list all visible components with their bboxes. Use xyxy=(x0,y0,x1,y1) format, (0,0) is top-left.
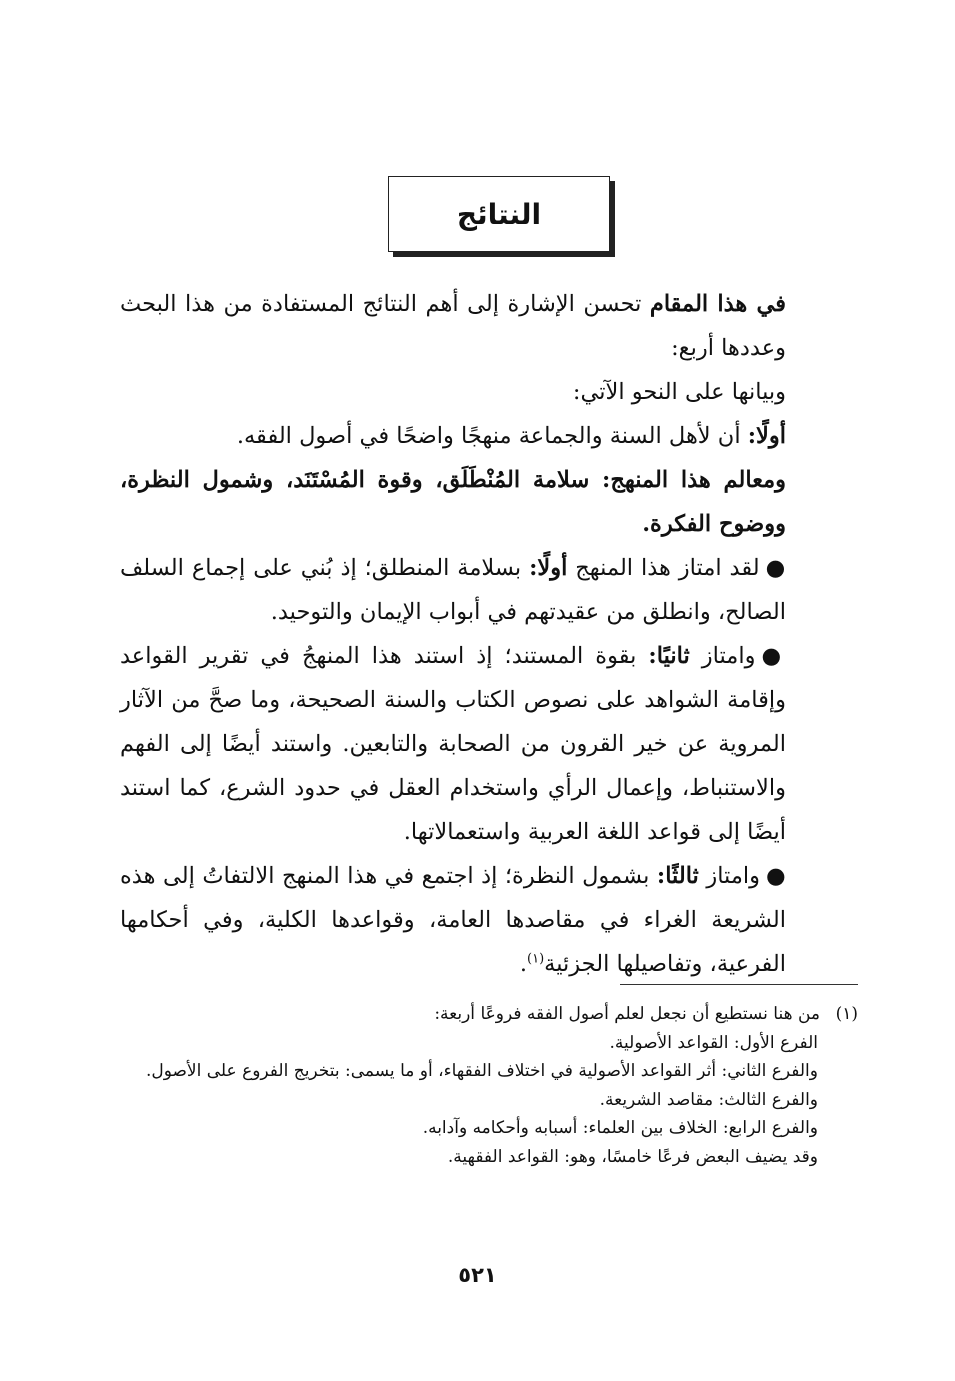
statement-text: وبيانها على النحو الآتي: xyxy=(572,379,786,405)
footnote-separator xyxy=(620,984,858,985)
footnote-line: والفرع الثالث: مقاصد الشريعة. xyxy=(599,1089,818,1110)
features-bold-text: ومعالم هذا المنهج: سلامة المُنْطَلَق، وقوة المُسْتَنَد، وشمول النظرة، ووضوح الفكرة. xyxy=(120,467,786,537)
footnote-intro xyxy=(120,1000,858,1029)
paragraph-intro xyxy=(120,282,858,370)
bullet-3-pre: وامتاز xyxy=(698,863,761,889)
section-title-box xyxy=(388,176,610,252)
section-title: النتائج xyxy=(456,197,542,231)
footnote-reference[interactable]: (١) xyxy=(527,951,545,967)
paragraph-features xyxy=(120,458,858,546)
footnote-line: والفرع الثاني: أثر القواعد الأصولية في اختلاف الفقهاء، أو ما يسمى: بتخريج الفروع على الأصول. xyxy=(145,1061,818,1081)
footnote-line: والفرع الرابع: الخلاف بين العلماء: أسبابه وأحكامه وآدابه. xyxy=(422,1118,818,1138)
bullet-2-label: ثانيًا: xyxy=(648,643,690,669)
bullet-1-pre: لقد امتاز هذا المنهج xyxy=(567,555,760,581)
bullet-1-text: بسلامة المنطلق؛ إذ بُني على إجماع السلف الصالح، وانطلق من عقيدتهم في أبواب الإيمان والتوحيد. xyxy=(120,555,786,625)
footnote-marker: (١) xyxy=(835,1004,858,1024)
bullet-paragraph-3 xyxy=(120,854,858,986)
bullet-icon: ● xyxy=(761,643,786,669)
page-number: ٥٢١ xyxy=(458,1263,497,1287)
bullet-paragraph-2 xyxy=(120,634,858,854)
bullet-3-end: . xyxy=(519,951,528,977)
paragraph-statement xyxy=(120,370,858,414)
footnote-intro-text: من هنا نستطيع أن نجعل لعلم أصول الفقه فروعًا أربعة: xyxy=(434,1004,820,1024)
paragraph-first xyxy=(120,414,858,458)
first-label: أولًا: xyxy=(747,423,786,449)
bullet-paragraph-1 xyxy=(120,546,858,634)
footnote-line: وقد يضيف البعض فرعًا خامسًا، وهو: القواعد الفقهية. xyxy=(447,1146,818,1167)
bullet-2-pre: وامتاز xyxy=(689,643,756,669)
first-text: أن لأهل السنة والجماعة منهجًا واضحًا في أصول الفقه. xyxy=(236,423,748,449)
bullet-icon: ● xyxy=(766,863,786,889)
bullet-1-label: أولًا: xyxy=(529,555,568,581)
bullet-icon: ● xyxy=(765,555,786,581)
main-text xyxy=(120,282,858,986)
bullet-3-text: بشمول النظرة؛ إذ اجتمع في هذا المنهج الالتفاتُ إلى هذه الشريعة الغراء في مقاصدها العامة، وقواعدها الكلية، وفي أحكامها الفرعية، وتفاصيلها الجزئية xyxy=(120,863,786,977)
bullet-2-text: بقوة المستند؛ إذ استند هذا المنهجُ في تقرير القواعد وإقامة الشواهد على نصوص الكتاب والسنة الصحيحة، وما صحَّ من الآثار المروية عن خير القرون من الصحابة والتابعين. واستند أيضًا إلى الفهم والاستنباط، وإعمال الرأي واستخدام العقل في حدود الشرع، كما استند أيضًا إلى قواعد اللغة العربية واستعمالاتها. xyxy=(120,643,786,845)
footnotes xyxy=(120,1000,858,1171)
footnote-line: الفرع الأول: القواعد الأصولية. xyxy=(609,1032,818,1053)
intro-text: تحسن الإشارة إلى أهم النتائج المستفادة من هذا البحث وعددها أربع: xyxy=(120,291,786,361)
bullet-3-label: ثالثًا: xyxy=(656,863,699,889)
intro-bold-phrase: في هذا المقام xyxy=(649,291,786,317)
